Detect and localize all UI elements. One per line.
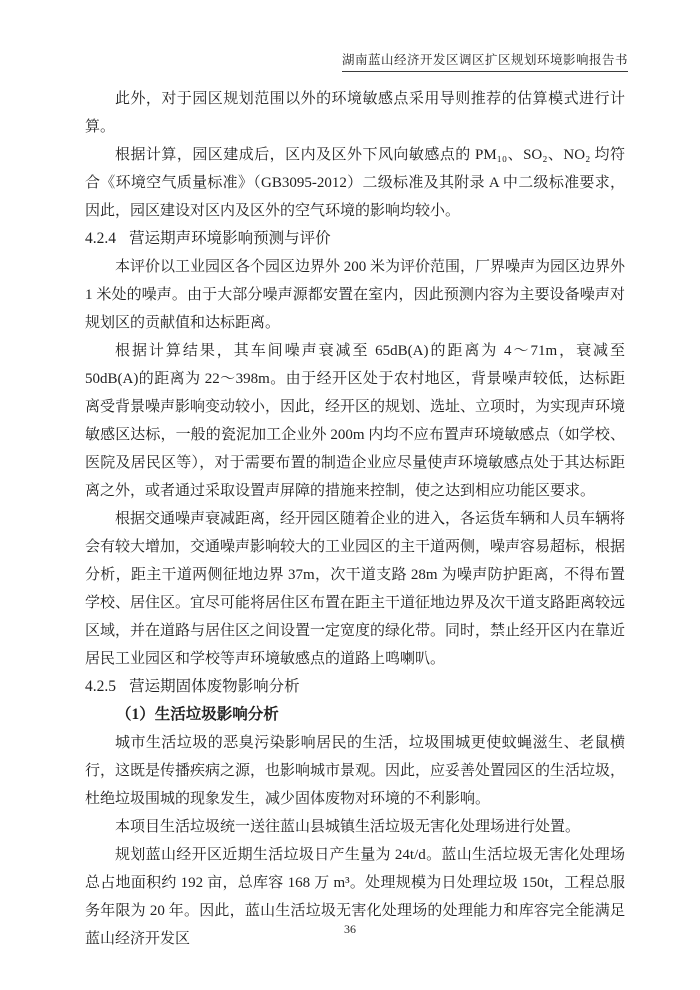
paragraph-waste-disposal: 本项目生活垃圾统一送往蓝山县城镇生活垃圾无害化处理场进行处置。	[115, 819, 581, 835]
section-heading-4-2-4	[85, 225, 625, 253]
paragraph-noise-scope: 本评价以工业园区各个园区边界外 200 米为评价范围，厂界噪声为园区边界外 1 米处的噪声。由于大部分噪声源都安置在室内，因此预测内容为主要设备噪声对规划区的贡献值和达标距离。	[85, 259, 626, 331]
section-heading-4-2-5	[85, 673, 625, 701]
paragraph-estimation-mode: 此外，对于园区规划范围以外的环境敏感点采用导则推荐的估算模式进行计算。	[85, 91, 625, 135]
paragraph-waste-capacity: 规划蓝山经开区近期生活垃圾日产生量为 24t/d。蓝山生活垃圾无害化处理场总占地面积约 192 亩，总库容 168 万 m³。处理规模为日处理垃圾 150t，工程总服务年限为 20 年。因此，蓝山生活垃圾无害化处理场的处理能力和库容完全能满足蓝山经济开发区	[85, 847, 625, 947]
section-title: 营运期固体废物影响分析	[129, 678, 300, 695]
section-title: 营运期声环境影响预测与评价	[129, 230, 331, 247]
section-number: 4.2.5	[85, 678, 116, 695]
section-number: 4.2.4	[85, 230, 116, 247]
paragraph-traffic-noise: 根据交通噪声衰减距离，经开园区随着企业的进入，各运货车辆和人员车辆将会有较大增加，交通噪声影响较大的工业园区的主干道两侧，噪声容易超标，根据分析，距主干道两侧征地边界 37m，次干道支路 28m 为噪声防护距离，不得布置学校、居住区。宜尽可能将居住区布置在距主干道征地边界及次干道支路距离较远区域，并在道路与居住区之间设置一定宽度的绿化带。同时，禁止经开区内在靠近居民工业园区和学校等声环境敏感点的道路上鸣喇叭。	[85, 511, 626, 667]
page-number: 36	[344, 922, 356, 936]
page-header	[85, 51, 628, 72]
report-title-header: 湖南蓝山经济开发区调区扩区规划环境影响报告书	[342, 51, 628, 72]
document-content	[85, 85, 625, 953]
paragraph-noise-attenuation: 根据计算结果，其车间噪声衰减至 65dB(A)的距离为 4～71m，衰减至 50dB(A)的距离为 22～398m。由于经开区处于农村地区，背景噪声较低，达标距离受背景噪声影响变动较小，因此，经开区的规划、选址、立项时，为实现声环境敏感区达标，一般的瓷泥加工企业外 200m 内均不应布置声环境敏感点（如学校、医院及居民区等），对于需要布置的制造企业应尽量使声环境敏感点处于其达标距离之外，或者通过采取设置声屏障的措施来控制，使之达到相应功能区要求。	[85, 343, 626, 499]
subheading-domestic-waste: （1）生活垃圾影响分析	[116, 706, 279, 723]
paragraph-air-quality-result: 根据计算，园区建成后，区内及区外下风向敏感点的 PM₁₀、SO₂、NO₂ 均符合《环境空气质量标准》（GB3095-2012）二级标准及其附录 A 中二级标准要求，因此，园区建设对区内及区外的空气环境的影响均较小。	[85, 147, 625, 219]
paragraph-waste-impact: 城市生活垃圾的恶臭污染影响居民的生活，垃圾围城更使蚊蝇滋生、老鼠横行，这既是传播疾病之源，也影响城市景观。因此，应妥善处置园区的生活垃圾，杜绝垃圾围城的现象发生，减少固体废物对环境的不利影响。	[85, 735, 626, 807]
